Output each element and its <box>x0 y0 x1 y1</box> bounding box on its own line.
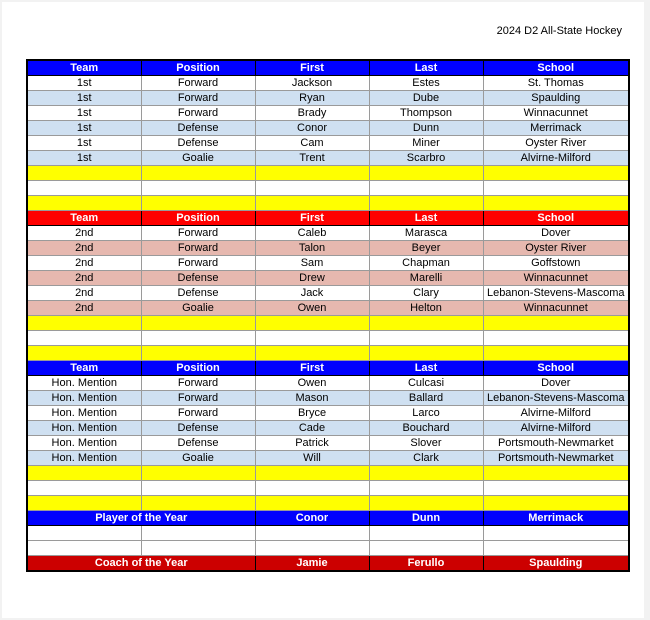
empty-cell[interactable] <box>483 196 629 211</box>
empty-cell[interactable] <box>141 481 255 496</box>
cell-school[interactable]: Alvirne-Milford <box>483 151 629 166</box>
empty-cell[interactable] <box>141 541 255 556</box>
cell-school[interactable]: Winnacunnet <box>483 106 629 121</box>
cell-last[interactable]: Slover <box>369 436 483 451</box>
empty-cell[interactable] <box>27 346 141 361</box>
cell-last[interactable]: Culcasi <box>369 376 483 391</box>
header-cell-school[interactable]: School <box>483 211 629 226</box>
table-row <box>27 451 629 466</box>
player-of-year-last[interactable]: Dunn <box>369 511 483 526</box>
cell-school[interactable]: Spaulding <box>483 91 629 106</box>
cell-position[interactable]: Forward <box>141 76 255 91</box>
table-row <box>27 121 629 136</box>
document-title: 2024 D2 All-State Hockey <box>496 25 622 37</box>
coach-of-year-school[interactable]: Spaulding <box>483 556 629 572</box>
empty-cell[interactable] <box>483 331 629 346</box>
table-row <box>27 286 629 301</box>
cell-last[interactable]: Clark <box>369 451 483 466</box>
empty-cell[interactable] <box>27 481 141 496</box>
empty-row <box>27 541 629 556</box>
coach-of-year-last[interactable]: Ferullo <box>369 556 483 572</box>
header-cell-position[interactable]: Position <box>141 211 255 226</box>
empty-cell[interactable] <box>141 526 255 541</box>
cell-first[interactable]: Owen <box>255 301 369 316</box>
cell-team[interactable]: Hon. Mention <box>27 436 141 451</box>
empty-row <box>27 496 629 511</box>
section-header-row <box>27 361 629 376</box>
table-row <box>27 376 629 391</box>
empty-cell[interactable] <box>255 496 369 511</box>
empty-row <box>27 481 629 496</box>
cell-school[interactable]: Winnacunnet <box>483 301 629 316</box>
header-cell-first[interactable]: First <box>255 361 369 376</box>
cell-school[interactable]: Lebanon-Stevens-Mascoma <box>483 391 629 406</box>
section-header-row <box>27 60 629 76</box>
table-row <box>27 241 629 256</box>
table-row <box>27 256 629 271</box>
cell-school[interactable]: Merrimack <box>483 121 629 136</box>
empty-cell[interactable] <box>27 466 141 481</box>
cell-position[interactable]: Defense <box>141 436 255 451</box>
cell-last[interactable]: Thompson <box>369 106 483 121</box>
empty-cell[interactable] <box>255 466 369 481</box>
cell-first[interactable]: Patrick <box>255 436 369 451</box>
cell-school[interactable]: Dover <box>483 376 629 391</box>
empty-cell[interactable] <box>27 196 141 211</box>
empty-cell[interactable] <box>369 541 483 556</box>
empty-row <box>27 316 629 331</box>
empty-cell[interactable] <box>141 466 255 481</box>
empty-cell[interactable] <box>27 541 141 556</box>
table-row <box>27 391 629 406</box>
cell-team[interactable]: 1st <box>27 106 141 121</box>
empty-row <box>27 331 629 346</box>
cell-position[interactable]: Defense <box>141 286 255 301</box>
empty-cell[interactable] <box>255 526 369 541</box>
cell-school[interactable]: Portsmouth-Newmarket <box>483 436 629 451</box>
player-of-year-first[interactable]: Conor <box>255 511 369 526</box>
empty-cell[interactable] <box>369 331 483 346</box>
spreadsheet-page <box>2 2 644 618</box>
table-row <box>27 301 629 316</box>
empty-cell[interactable] <box>369 466 483 481</box>
header-cell-last[interactable]: Last <box>369 211 483 226</box>
cell-team[interactable]: 2nd <box>27 256 141 271</box>
cell-school[interactable]: Oyster River <box>483 136 629 151</box>
cell-position[interactable]: Defense <box>141 271 255 286</box>
header-cell-last[interactable]: Last <box>369 361 483 376</box>
cell-team[interactable]: 1st <box>27 76 141 91</box>
empty-cell[interactable] <box>369 496 483 511</box>
empty-cell[interactable] <box>27 316 141 331</box>
cell-first[interactable]: Jackson <box>255 76 369 91</box>
cell-first[interactable]: Caleb <box>255 226 369 241</box>
cell-last[interactable]: Estes <box>369 76 483 91</box>
cell-school[interactable]: Dover <box>483 226 629 241</box>
cell-position[interactable]: Goalie <box>141 451 255 466</box>
empty-cell[interactable] <box>255 166 369 181</box>
empty-cell[interactable] <box>27 331 141 346</box>
empty-cell[interactable] <box>369 481 483 496</box>
cell-last[interactable]: Marasca <box>369 226 483 241</box>
empty-cell[interactable] <box>369 181 483 196</box>
empty-cell[interactable] <box>255 196 369 211</box>
cell-first[interactable]: Conor <box>255 121 369 136</box>
all-state-table <box>26 59 630 572</box>
empty-row <box>27 466 629 481</box>
empty-row <box>27 181 629 196</box>
empty-cell[interactable] <box>141 316 255 331</box>
empty-cell[interactable] <box>255 346 369 361</box>
cell-school[interactable]: Goffstown <box>483 256 629 271</box>
coach-of-year-first[interactable]: Jamie <box>255 556 369 572</box>
player-of-year-label[interactable]: Player of the Year <box>27 511 255 526</box>
empty-cell[interactable] <box>141 166 255 181</box>
cell-position[interactable]: Forward <box>141 241 255 256</box>
empty-cell[interactable] <box>483 166 629 181</box>
cell-first[interactable]: Brady <box>255 106 369 121</box>
cell-school[interactable]: St. Thomas <box>483 76 629 91</box>
empty-cell[interactable] <box>483 541 629 556</box>
table-row <box>27 91 629 106</box>
cell-position[interactable]: Forward <box>141 106 255 121</box>
empty-cell[interactable] <box>483 181 629 196</box>
cell-last[interactable]: Miner <box>369 136 483 151</box>
cell-first[interactable]: Trent <box>255 151 369 166</box>
table-row <box>27 421 629 436</box>
empty-cell[interactable] <box>27 496 141 511</box>
cell-first[interactable]: Jack <box>255 286 369 301</box>
cell-team[interactable]: 2nd <box>27 241 141 256</box>
empty-cell[interactable] <box>141 181 255 196</box>
table-row <box>27 271 629 286</box>
empty-cell[interactable] <box>483 346 629 361</box>
cell-position[interactable]: Goalie <box>141 151 255 166</box>
cell-position[interactable]: Forward <box>141 376 255 391</box>
empty-cell[interactable] <box>255 481 369 496</box>
empty-cell[interactable] <box>369 346 483 361</box>
cell-position[interactable]: Goalie <box>141 301 255 316</box>
cell-position[interactable]: Forward <box>141 406 255 421</box>
header-cell-first[interactable]: First <box>255 60 369 76</box>
cell-school[interactable]: Alvirne-Milford <box>483 421 629 436</box>
player-of-year-row <box>27 511 629 526</box>
cell-team[interactable]: 1st <box>27 91 141 106</box>
cell-team[interactable]: 1st <box>27 136 141 151</box>
table-row <box>27 136 629 151</box>
cell-team[interactable]: Hon. Mention <box>27 451 141 466</box>
cell-last[interactable]: Scarbro <box>369 151 483 166</box>
cell-team[interactable]: 2nd <box>27 226 141 241</box>
cell-team[interactable]: Hon. Mention <box>27 376 141 391</box>
cell-first[interactable]: Talon <box>255 241 369 256</box>
cell-team[interactable]: 1st <box>27 121 141 136</box>
empty-row <box>27 196 629 211</box>
table-row <box>27 151 629 166</box>
table-row <box>27 436 629 451</box>
coach-of-year-row <box>27 556 629 572</box>
player-of-year-school[interactable]: Merrimack <box>483 511 629 526</box>
cell-last[interactable]: Chapman <box>369 256 483 271</box>
header-cell-team[interactable]: Team <box>27 361 141 376</box>
cell-first[interactable]: Cade <box>255 421 369 436</box>
cell-first[interactable]: Cam <box>255 136 369 151</box>
empty-cell[interactable] <box>483 526 629 541</box>
empty-cell[interactable] <box>483 496 629 511</box>
cell-position[interactable]: Forward <box>141 91 255 106</box>
cell-position[interactable]: Defense <box>141 136 255 151</box>
cell-last[interactable]: Helton <box>369 301 483 316</box>
empty-cell[interactable] <box>255 181 369 196</box>
empty-cell[interactable] <box>369 166 483 181</box>
header-cell-school[interactable]: School <box>483 60 629 76</box>
empty-row <box>27 346 629 361</box>
cell-school[interactable]: Lebanon-Stevens-Mascoma <box>483 286 629 301</box>
cell-last[interactable]: Bouchard <box>369 421 483 436</box>
header-cell-school[interactable]: School <box>483 361 629 376</box>
empty-cell[interactable] <box>255 331 369 346</box>
empty-cell[interactable] <box>141 331 255 346</box>
empty-cell[interactable] <box>369 316 483 331</box>
cell-school[interactable]: Portsmouth-Newmarket <box>483 451 629 466</box>
header-cell-last[interactable]: Last <box>369 60 483 76</box>
empty-cell[interactable] <box>255 316 369 331</box>
cell-last[interactable]: Dunn <box>369 121 483 136</box>
table-body <box>27 60 629 571</box>
cell-position[interactable]: Forward <box>141 226 255 241</box>
cell-first[interactable]: Sam <box>255 256 369 271</box>
section-header-row <box>27 211 629 226</box>
cell-position[interactable]: Forward <box>141 256 255 271</box>
empty-row <box>27 526 629 541</box>
cell-team[interactable]: Hon. Mention <box>27 406 141 421</box>
empty-cell[interactable] <box>27 166 141 181</box>
empty-cell[interactable] <box>255 541 369 556</box>
header-cell-team[interactable]: Team <box>27 211 141 226</box>
cell-team[interactable]: 2nd <box>27 271 141 286</box>
table-row <box>27 76 629 91</box>
header-cell-team[interactable]: Team <box>27 60 141 76</box>
cell-last[interactable]: Marelli <box>369 271 483 286</box>
cell-team[interactable]: 2nd <box>27 286 141 301</box>
table-row <box>27 106 629 121</box>
empty-row <box>27 166 629 181</box>
empty-cell[interactable] <box>27 526 141 541</box>
cell-first[interactable]: Will <box>255 451 369 466</box>
cell-school[interactable]: Oyster River <box>483 241 629 256</box>
empty-cell[interactable] <box>483 316 629 331</box>
cell-school[interactable]: Winnacunnet <box>483 271 629 286</box>
cell-last[interactable]: Larco <box>369 406 483 421</box>
empty-cell[interactable] <box>141 346 255 361</box>
cell-first[interactable]: Owen <box>255 376 369 391</box>
header-cell-position[interactable]: Position <box>141 60 255 76</box>
empty-cell[interactable] <box>141 496 255 511</box>
table-row <box>27 226 629 241</box>
cell-school[interactable]: Alvirne-Milford <box>483 406 629 421</box>
cell-first[interactable]: Drew <box>255 271 369 286</box>
empty-cell[interactable] <box>483 466 629 481</box>
cell-first[interactable]: Bryce <box>255 406 369 421</box>
cell-position[interactable]: Forward <box>141 391 255 406</box>
empty-cell[interactable] <box>483 481 629 496</box>
empty-cell[interactable] <box>27 181 141 196</box>
empty-cell[interactable] <box>369 526 483 541</box>
cell-last[interactable]: Dube <box>369 91 483 106</box>
cell-position[interactable]: Defense <box>141 121 255 136</box>
cell-first[interactable]: Mason <box>255 391 369 406</box>
cell-last[interactable]: Ballard <box>369 391 483 406</box>
cell-first[interactable]: Ryan <box>255 91 369 106</box>
cell-last[interactable]: Clary <box>369 286 483 301</box>
cell-team[interactable]: 2nd <box>27 301 141 316</box>
empty-cell[interactable] <box>369 196 483 211</box>
cell-last[interactable]: Beyer <box>369 241 483 256</box>
empty-cell[interactable] <box>141 196 255 211</box>
header-cell-first[interactable]: First <box>255 211 369 226</box>
cell-team[interactable]: 1st <box>27 151 141 166</box>
cell-position[interactable]: Defense <box>141 421 255 436</box>
table-row <box>27 406 629 421</box>
cell-team[interactable]: Hon. Mention <box>27 421 141 436</box>
coach-of-year-label[interactable]: Coach of the Year <box>27 556 255 572</box>
header-cell-position[interactable]: Position <box>141 361 255 376</box>
cell-team[interactable]: Hon. Mention <box>27 391 141 406</box>
